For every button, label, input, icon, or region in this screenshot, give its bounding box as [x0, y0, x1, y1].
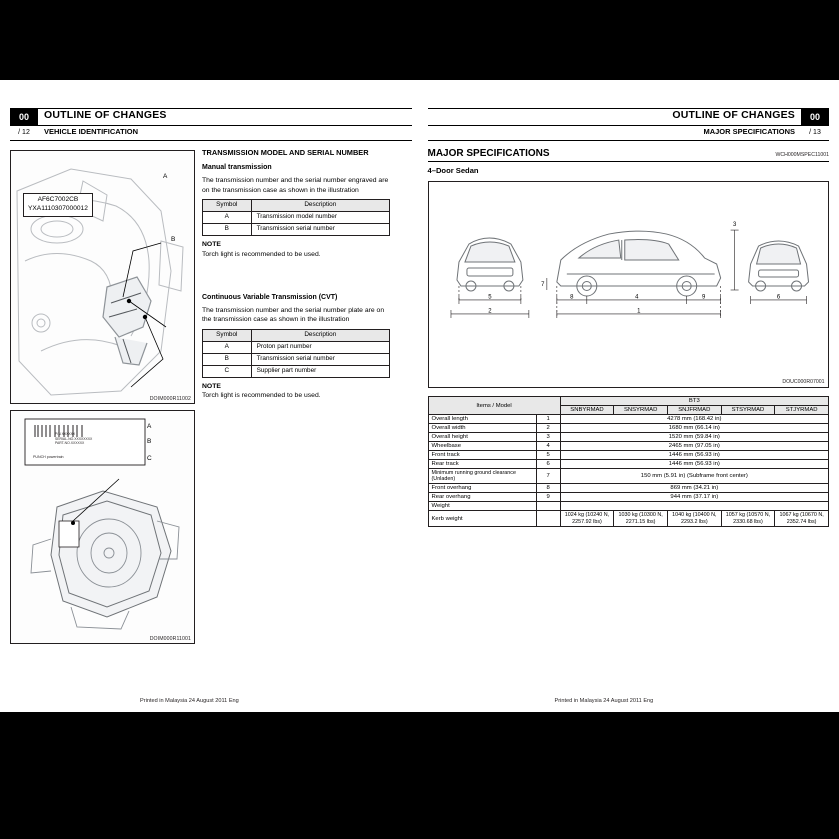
- spec-value: 1446 mm (56.93 in): [560, 460, 828, 469]
- spec-number: 2: [536, 424, 560, 433]
- cvt-label-a: A: [147, 423, 152, 430]
- spec-number: 4: [536, 442, 560, 451]
- spec-value: 944 mm (37.17 in): [560, 493, 828, 502]
- right-body: [428, 148, 830, 668]
- left-page: [0, 80, 420, 712]
- plate-serial-number: SERIAL-NO.XXXXXXXX: [55, 436, 93, 441]
- major-specifications-table: [428, 396, 830, 527]
- left-body: [10, 148, 412, 668]
- cvt-label-c: C: [147, 455, 152, 462]
- spec-value: 869 mm (34.21 in): [560, 484, 828, 493]
- spec-item: Overall length: [428, 415, 536, 424]
- spec-value: 1520 mm (59.84 in): [560, 433, 828, 442]
- right-chapter-number: 00: [801, 108, 829, 125]
- spec-item: Weight: [428, 502, 536, 511]
- right-page-footer: Printed in Malaysia 24 August 2011 Eng: [554, 698, 654, 704]
- spec-value: 1057 kg (10570 N, 2330.68 lbs): [721, 511, 775, 526]
- symbol-header-2: Symbol: [203, 329, 252, 341]
- figure-code-right: DOUC000R07001: [781, 378, 825, 385]
- figure-label-b: B: [171, 236, 176, 243]
- plate-supplier-number: PART-NO.XXXXXX: [55, 441, 85, 446]
- vehicle-dimension-figure: [428, 181, 830, 388]
- left-text-column: [202, 148, 390, 405]
- description-cell: Transmission model number: [251, 212, 389, 224]
- table-header-row: [428, 397, 829, 406]
- spec-value: 1040 kg (10400 N, 2293.2 lbs): [667, 511, 721, 526]
- cvt-heading: Continuous Variable Transmission (CVT): [202, 294, 338, 302]
- page-title: MAJOR SPECIFICATIONS: [427, 148, 550, 159]
- col-group-bt3: BT3: [560, 397, 828, 406]
- engine-bay-illustration: [11, 151, 194, 403]
- left-header-title: OUTLINE OF CHANGES: [44, 109, 167, 121]
- spec-value: 1680 mm (66.14 in): [560, 424, 828, 433]
- cvt-illustration: [11, 411, 194, 643]
- symbol-header-1: Symbol: [203, 200, 252, 212]
- description-header-1: Description: [251, 200, 389, 212]
- right-header-title: OUTLINE OF CHANGES: [672, 109, 795, 121]
- section-code: WCH000MSPEC11001: [775, 152, 829, 158]
- callout-model-number: AF6C7002CB: [37, 196, 79, 203]
- table-row: [428, 511, 829, 526]
- spec-value: 1067 kg (10670 N, 2352.74 lbs): [775, 511, 829, 526]
- right-page-number: / 13: [809, 129, 821, 136]
- bottom-black-band: [0, 712, 839, 839]
- spec-item: Wheelbase: [428, 442, 536, 451]
- spec-number: [536, 502, 560, 511]
- plate-part-number: P/N XXXXXX: [55, 432, 76, 436]
- table-row: [203, 212, 390, 224]
- note-label-2: NOTE: [202, 382, 221, 390]
- svg-text:2: 2: [487, 308, 492, 315]
- spec-value: [560, 502, 828, 511]
- right-header-subtitle: MAJOR SPECIFICATIONS: [703, 127, 795, 136]
- symbol-cell: B: [203, 224, 252, 236]
- cvt-para: The transmission number and the serial number plate are on the transmission case as shown in the illustration: [202, 306, 385, 324]
- spec-value: 1030 kg (10300 N, 2271.15 lbs): [614, 511, 668, 526]
- table-row: [428, 460, 829, 469]
- spec-number: 1: [536, 415, 560, 424]
- left-page-number: / 12: [18, 129, 30, 136]
- left-header-subtitle: VEHICLE IDENTIFICATION: [44, 127, 139, 136]
- spec-item: Rear overhang: [428, 493, 536, 502]
- symbol-cell: A: [203, 341, 252, 353]
- svg-text:4: 4: [634, 294, 638, 301]
- spec-number: [536, 511, 560, 526]
- callout-serial-number: YXA1110307000012: [28, 204, 88, 212]
- table-row: [428, 415, 829, 424]
- table-row: [428, 484, 829, 493]
- note-text-2: Torch light is recommended to be used.: [202, 392, 321, 400]
- description-cell: Transmission serial number: [251, 224, 389, 236]
- spec-number: 7: [536, 469, 560, 484]
- spec-item: Front overhang: [428, 484, 536, 493]
- transmission-section-heading: TRANSMISSION MODEL AND SERIAL NUMBER: [202, 148, 369, 157]
- plate-brand: PUNCH powertrain: [33, 455, 64, 459]
- col-model-3: SNJFRMAD: [667, 406, 721, 415]
- table-row: [428, 502, 829, 511]
- note-label-1: NOTE: [202, 240, 221, 248]
- table-row: [203, 224, 390, 236]
- right-page-header: [428, 108, 830, 142]
- spec-item: Front track: [428, 451, 536, 460]
- note-text-1: Torch light is recommended to be used.: [202, 250, 321, 258]
- transmission-location-figure: [10, 150, 195, 404]
- col-model-1: SNBYRMAD: [560, 406, 614, 415]
- cvt-symbol-table: [202, 329, 390, 378]
- spec-item: Overall width: [428, 424, 536, 433]
- col-model-5: STJYRMAD: [775, 406, 829, 415]
- table-row: [428, 424, 829, 433]
- col-model-4: STSYRMAD: [721, 406, 775, 415]
- spec-value: 2465 mm (97.05 in): [560, 442, 828, 451]
- left-page-footer: Printed in Malaysia 24 August 2011 Eng: [140, 698, 239, 704]
- spec-value: 1446 mm (56.93 in): [560, 451, 828, 460]
- right-page: [420, 80, 839, 712]
- col-items-model: Items / Model: [428, 397, 560, 415]
- table-row: [428, 469, 829, 484]
- spec-value: 4278 mm (168.42 in): [560, 415, 828, 424]
- table-row: [428, 433, 829, 442]
- vehicle-views-illustration: [429, 182, 829, 387]
- table-row: [203, 353, 390, 365]
- spec-value: 1024 kg (10240 N, 2257.92 lbs): [560, 511, 614, 526]
- spec-number: 8: [536, 484, 560, 493]
- cvt-location-figure: [10, 410, 195, 644]
- spec-number: 5: [536, 451, 560, 460]
- left-page-header: [10, 108, 412, 142]
- table-row: [428, 442, 829, 451]
- figure-code-bottom: DOIM000R11001: [149, 636, 191, 642]
- spec-item: Rear track: [428, 460, 536, 469]
- figure-code-top: DOIM000R11002: [149, 396, 191, 402]
- description-cell: Proton part number: [251, 341, 389, 353]
- svg-text:1: 1: [636, 308, 640, 315]
- svg-text:9: 9: [701, 294, 705, 301]
- svg-text:6: 6: [776, 294, 780, 301]
- sub-heading: 4–Door Sedan: [427, 166, 479, 175]
- spec-number: 9: [536, 493, 560, 502]
- spec-number: 6: [536, 460, 560, 469]
- spec-item: Minimum running ground clearance (Unladen): [428, 469, 536, 484]
- left-chapter-number: 00: [10, 108, 38, 125]
- manual-transmission-para: The transmission number and the serial number engraved are on the transmission case as shown in the illustration: [202, 177, 389, 194]
- symbol-cell: B: [203, 353, 252, 365]
- transmission-number-callout: [23, 193, 93, 217]
- svg-text:8: 8: [569, 294, 573, 301]
- figure-label-a: A: [163, 173, 168, 180]
- spec-item: Overall height: [428, 433, 536, 442]
- svg-text:3: 3: [732, 222, 736, 229]
- table-row: [203, 365, 390, 377]
- table-row: [428, 493, 829, 502]
- spec-value: 150 mm (5.91 in) (Subframe front center): [560, 469, 828, 484]
- description-cell: Supplier part number: [251, 365, 389, 377]
- col-model-2: SNSYRMAD: [614, 406, 668, 415]
- svg-text:5: 5: [487, 294, 492, 301]
- description-cell: Transmission serial number: [251, 353, 389, 365]
- manual-transmission-heading: Manual transmission: [202, 164, 272, 172]
- top-black-band: [0, 0, 839, 80]
- table-row: [203, 341, 390, 353]
- table-row: [428, 451, 829, 460]
- svg-text:7: 7: [540, 281, 545, 288]
- spec-number: 3: [536, 433, 560, 442]
- cvt-label-b: B: [147, 438, 152, 445]
- symbol-cell: A: [203, 212, 252, 224]
- spec-item: Kerb weight: [428, 511, 536, 526]
- description-header-2: Description: [251, 329, 389, 341]
- symbol-cell: C: [203, 365, 252, 377]
- manual-spread: [0, 80, 839, 712]
- manual-symbol-table: [202, 199, 390, 236]
